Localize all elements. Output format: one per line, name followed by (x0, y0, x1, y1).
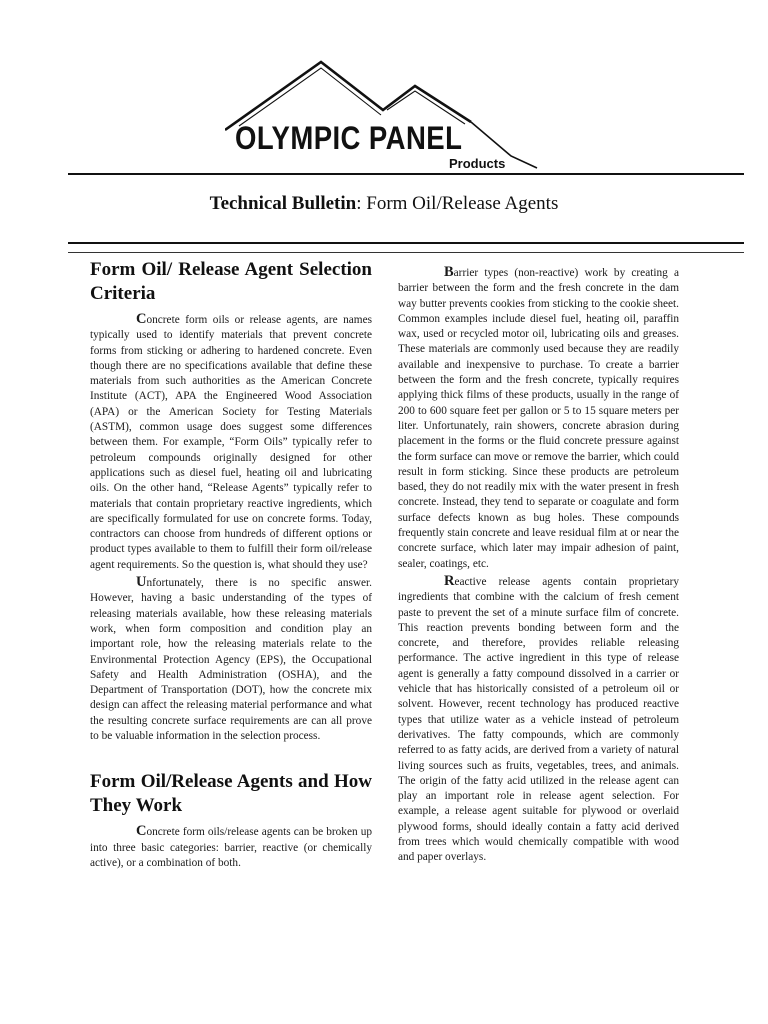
bulletin-title-rest: : Form Oil/Release Agents (356, 193, 559, 214)
company-logo (225, 58, 545, 176)
bulletin-title-bold: Technical Bulletin (209, 193, 357, 214)
paragraph (90, 312, 372, 573)
section-heading-selection-criteria: Form Oil/ Release Agent Selection Criteria (90, 259, 372, 304)
brand-subtitle: Products (449, 156, 506, 171)
right-column (398, 265, 679, 866)
paragraph (90, 824, 372, 871)
section-heading-how-they-work: Form Oil/Release Agents and How They Work (90, 771, 372, 817)
drop-letter: B (444, 264, 454, 280)
section-divider-thin (68, 252, 744, 253)
paragraph-text: oncrete form oils or release agents, are names typically used to identify materials that prevent concrete forms from sticking or adhering to hardened concrete. Even though there are no specifications available that define these materials from such authorities as the American Concrete Institute (ACT), APA the Engineered Wood Association (APA) or the American Society for Testing Materials (ASTM), common usage does suggest some differences between them. For example, “Form Oils” typically refer to petroleum compounds originally designed for other applications such as diesel fuel, heating oil and lubricating oils. On the other hand, “Release Agents” typically refer to materials that contain proprietary reactive ingredients, which are specifically formulated for use on concrete forms. Today, contractors can choose from hundreds of different options or product types available to them to fulfill their form oil/release agent requirements. So the question is, what should they use? (90, 314, 372, 571)
drop-letter: C (136, 311, 147, 327)
left-column (90, 258, 372, 871)
paragraph-text: eactive release agents contain proprietary ingredients that combine with the calcium of fresh cement paste to prevent the set of a minute surface film of concrete. This reaction prevents bonding between form and the concrete, and therefore, provides reliable releasing performance. The active ingredient in this type of release agent is generally a fatty compound dissolved in a carrier or vehicle that has historically consisted of a petroleum oil or solvent. However, recent technology has produced reactive types that utilize water as a vehicle instead of petroleum derivatives. The fatty compounds, which are commonly referred to as fatty acids, are derived from a variety of natural living sources such as fruits, vegetables, trees, and animals. The origin of the fatty acid utilized in the release agent can play an important role in release agent selection. For example, a release agent suitable for plywood or overlaid plywood forms, should ideally contain a fatty acid derived from trees which would chemically compatible with wood and paper overlays. (398, 575, 679, 864)
drop-letter: R (444, 572, 455, 589)
paragraph (90, 575, 372, 744)
paragraph-text: oncrete form oils/release agents can be broken up into three basic categories: barrier, reactive (or chemically active), or a combination of both. (90, 826, 372, 869)
paragraph (398, 265, 679, 572)
bulletin-title (0, 193, 768, 215)
paragraph (398, 574, 679, 866)
brand-name: OLYMPIC PANEL (235, 120, 463, 156)
section-divider-thick (68, 242, 744, 244)
drop-letter: U (136, 574, 147, 591)
drop-letter: C (136, 823, 147, 840)
paragraph-text: nfortunately, there is no specific answer. However, having a basic understanding of the types of releasing materials available, how these releasing materials work, when form composition and condition play an important role, how the releasing materials relate to the Environmental Protection Agency (EPS), the Occupational Safety and Health Administration (OSHA), and the Department of Transportation (DOT), how the concrete mix design can affect the releasing material performance and what the resulting concrete surface requirements are can all prove to be valuable information in the selection process. (90, 577, 372, 743)
paragraph-text: arrier types (non-reactive) work by creating a barrier between the form and the fresh concrete in the dam way butter prevents cookies from sticking to the cookie sheet. Common examples include diesel fuel, heating oil, paraffin wax, used or recycled motor oil, lubricating oils and greases. These materials are commonly used because they are readily available and inexpensive to purchase. To create a barrier between the form and the fresh concrete, typically requires applying thick films of these products, usually in the range of 200 to 600 square feet per gallon or 5 to 15 square meters per liter. Unfortunately, rain showers, concrete abrasion during placement in the forms or the fluid concrete pressure against the form surface can move or remove the barrier, which could result in form sticking. Since these products are petroleum based, they do not readily mix with the water present in fresh concrete. Instead, they tend to separate or coagulate and form surface defects known as bug holes. These compounds frequently stain concrete and leave residual film at or near the concrete surface, which later may impair adhesion of paint, sealer, coatings, etc. (398, 267, 679, 570)
header-divider (68, 173, 744, 175)
